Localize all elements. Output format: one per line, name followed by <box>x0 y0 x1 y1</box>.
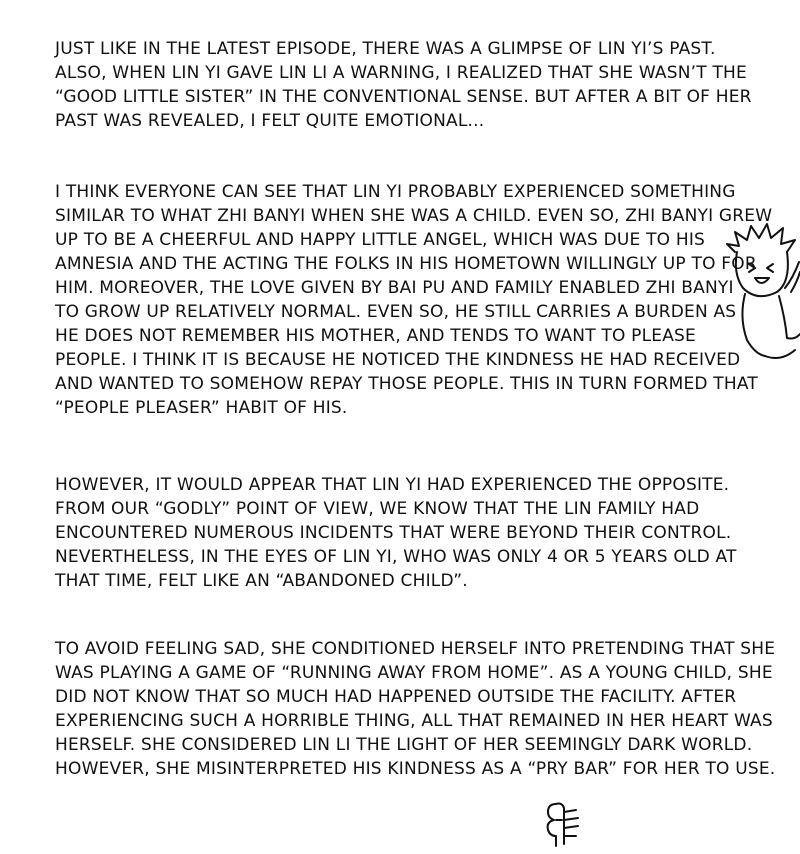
text-line: NEVERTHELESS, IN THE EYES OF LIN YI, WHO WAS ONLY 4 OR 5 YEARS OLD AT <box>55 547 737 567</box>
text-line: HOWEVER, SHE MISINTERPRETED HIS KINDNESS AS A “PRY BAR” FOR HER TO USE. <box>55 759 776 779</box>
text-line: AMNESIA AND THE ACTING THE FOLKS IN HIS HOMETOWN WILLINGLY UP TO FOR <box>55 254 757 274</box>
text-line: ALSO, WHEN LIN YI GAVE LIN LI A WARNING, I REALIZED THAT SHE WASN’T THE <box>55 63 747 83</box>
hand-doodle-icon <box>542 800 586 850</box>
text-line: THAT TIME, FELT LIKE AN “ABANDONED CHILD”. <box>55 571 468 591</box>
text-line: PEOPLE. I THINK IT IS BECAUSE HE NOTICED THE KINDNESS HE HAD RECEIVED <box>55 350 741 370</box>
chibi-character-icon <box>725 222 800 372</box>
text-line: JUST LIKE IN THE LATEST EPISODE, THERE WAS A GLIMPSE OF LIN YI’S PAST. <box>55 39 716 59</box>
text-line: “PEOPLE PLEASER” HABIT OF HIS. <box>55 398 348 418</box>
text-line: I THINK EVERYONE CAN SEE THAT LIN YI PROBABLY EXPERIENCED SOMETHING <box>55 182 736 202</box>
text-line: AND WANTED TO SOMEHOW REPAY THOSE PEOPLE. THIS IN TURN FORMED THAT <box>55 374 758 394</box>
text-line: HIM. MOREOVER, THE LOVE GIVEN BY BAI PU AND FAMILY ENABLED ZHI BANYI <box>55 278 734 298</box>
text-line: FROM OUR “GODLY” POINT OF VIEW, WE KNOW THAT THE LIN FAMILY HAD <box>55 499 700 519</box>
text-line: WAS PLAYING A GAME OF “RUNNING AWAY FROM HOME”. AS A YOUNG CHILD, SHE <box>55 663 773 683</box>
text-line: PAST WAS REVEALED, I FELT QUITE EMOTIONAL... <box>55 111 485 131</box>
text-line: EXPERIENCING SUCH A HORRIBLE THING, ALL THAT REMAINED IN HER HEART WAS <box>55 711 773 731</box>
text-line: TO GROW UP RELATIVELY NORMAL. EVEN SO, HE STILL CARRIES A BURDEN AS <box>55 302 737 322</box>
paragraph-2 <box>55 180 773 420</box>
paragraph-4 <box>55 637 776 781</box>
text-line: ENCOUNTERED NUMEROUS INCIDENTS THAT WERE BEYOND THEIR CONTROL. <box>55 523 732 543</box>
paragraph-1 <box>55 37 752 133</box>
text-line: HERSELF. SHE CONSIDERED LIN LI THE LIGHT OF HER SEEMINGLY DARK WORLD. <box>55 735 753 755</box>
text-line: UP TO BE A CHEERFUL AND HAPPY LITTLE ANGEL, WHICH WAS DUE TO HIS <box>55 230 706 250</box>
text-line: SIMILAR TO WHAT ZHI BANYI WHEN SHE WAS A CHILD. EVEN SO, ZHI BANYI GREW <box>55 206 773 226</box>
text-line: HE DOES NOT REMEMBER HIS MOTHER, AND TENDS TO WANT TO PLEASE <box>55 326 696 346</box>
text-line: DID NOT KNOW THAT SO MUCH HAD HAPPENED OUTSIDE THE FACILITY. AFTER <box>55 687 737 707</box>
text-line: TO AVOID FEELING SAD, SHE CONDITIONED HERSELF INTO PRETENDING THAT SHE <box>55 639 776 659</box>
paragraph-3 <box>55 473 745 593</box>
text-line: HOWEVER, IT WOULD APPEAR THAT LIN YI HAD EXPERIENCED THE OPPOSITE. <box>55 475 730 495</box>
text-line: “GOOD LITTLE SISTER” IN THE CONVENTIONAL SENSE. BUT AFTER A BIT OF HER <box>55 87 752 107</box>
